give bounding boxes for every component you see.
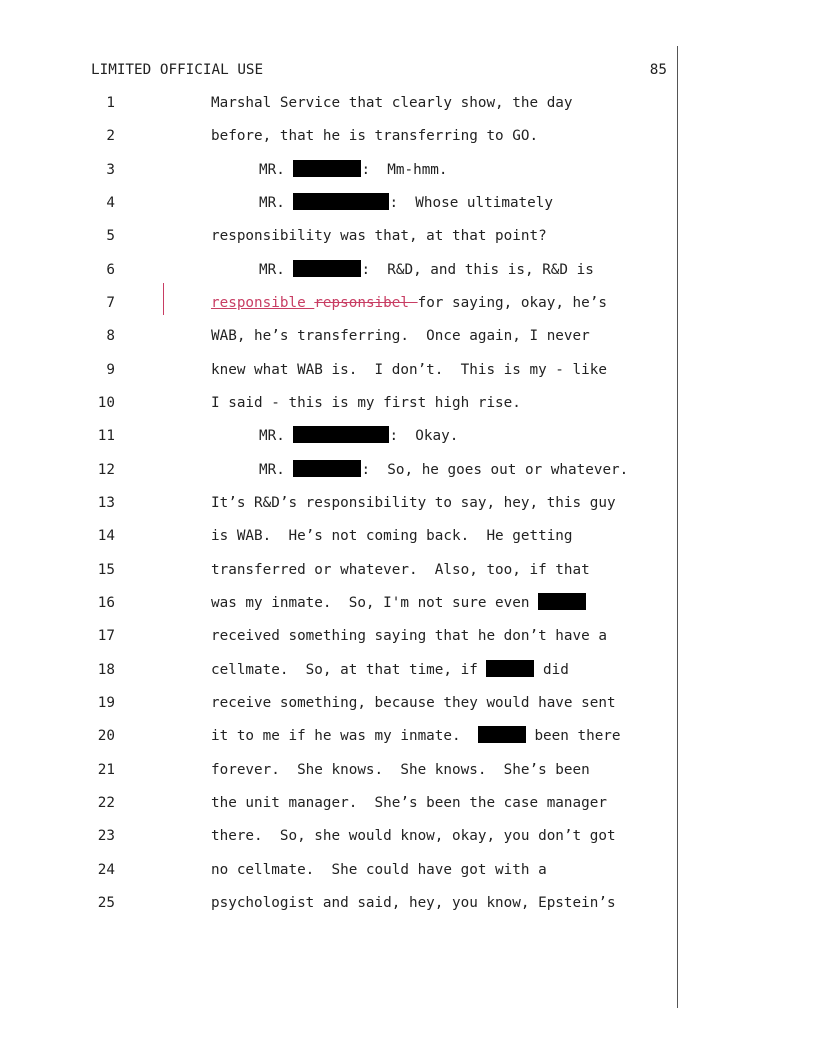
line-text: responsibility was that, at that point? [211,228,547,244]
transcript-line [0,159,816,181]
line-number: 3 [106,162,115,178]
inserted-revision: responsible [211,295,315,311]
transcript-line [0,325,816,347]
line-number: 9 [106,362,115,378]
redaction-box [293,260,361,277]
speaker-prefix: MR. [259,428,285,444]
line-text: no cellmate. She could have got with a [211,862,547,878]
transcript-line [0,859,816,881]
line-number: 20 [97,728,115,744]
line-text: It’s R&D’s responsibility to say, hey, this guy [211,495,616,511]
speaker-text: : Mm-hmm. [361,162,448,178]
line-number: 13 [97,495,115,511]
redaction-box [486,660,534,677]
line-suffix: did [534,662,569,678]
line-text: Marshal Service that clearly show, the day [211,95,573,111]
line-number: 12 [97,462,115,478]
line-number: 17 [97,628,115,644]
redaction-box [293,426,389,443]
transcript-line [0,559,816,581]
speaker-line [259,459,628,481]
transcript-line [0,125,816,147]
transcript-line [0,492,816,514]
redaction-box [293,460,361,477]
line-text: is WAB. He’s not coming back. He getting [211,528,573,544]
line-text: psychologist and said, hey, you know, Epstein’s [211,895,616,911]
speaker-prefix: MR. [259,462,285,478]
transcript-line [0,825,816,847]
speaker-prefix: MR. [259,262,285,278]
transcript-line [0,725,816,747]
transcript-line [0,425,816,447]
line-text: forever. She knows. She knows. She’s been [211,762,590,778]
speaker-text: : Okay. [389,428,459,444]
transcript-line [0,92,816,114]
transcript-line [0,759,816,781]
line-text [211,592,586,614]
line-prefix: it to me if he was my inmate. [211,728,478,744]
line-text: I said - this is my first high rise. [211,395,521,411]
speaker-text: : So, he goes out or whatever. [361,462,629,478]
line-number: 25 [97,895,115,911]
line-suffix: been there [525,728,621,744]
line-number: 16 [97,595,115,611]
deleted-revision: repsonsibel [314,295,418,311]
line-number: 18 [97,662,115,678]
transcript-line [0,292,816,314]
transcript-line [0,792,816,814]
redaction-box [293,160,361,177]
classification-label: LIMITED OFFICIAL USE [91,62,264,78]
line-number: 2 [106,128,115,144]
speaker-prefix: MR. [259,162,285,178]
line-text: the unit manager. She’s been the case manager [211,795,607,811]
transcript-line [0,459,816,481]
line-number: 23 [97,828,115,844]
line-number: 11 [97,428,115,444]
transcript-line [0,225,816,247]
transcript-line [0,692,816,714]
redaction-box [478,726,526,743]
transcript-line [0,525,816,547]
speaker-line [259,259,594,281]
transcript-line [0,892,816,914]
line-text: transferred or whatever. Also, too, if that [211,562,590,578]
line-number: 14 [97,528,115,544]
line-text: before, that he is transferring to GO. [211,128,539,144]
line-number: 5 [106,228,115,244]
line-number: 8 [106,328,115,344]
speaker-text: : R&D, and this is, R&D is [361,262,594,278]
speaker-text: : Whose ultimately [389,195,553,211]
transcript-line [0,359,816,381]
line-number: 24 [97,862,115,878]
page-header [91,60,667,80]
transcript-line [0,659,816,681]
line-text [211,659,569,681]
line-number: 1 [106,95,115,111]
redaction-box [293,193,389,210]
line-text [211,725,621,747]
line-text: received something saying that he don’t have a [211,628,607,644]
line-text: WAB, he’s transferring. Once again, I never [211,328,590,344]
speaker-line [259,159,448,181]
line-number: 15 [97,562,115,578]
line-text: receive something, because they would have sent [211,695,616,711]
line-number: 22 [97,795,115,811]
transcript-line [0,192,816,214]
redaction-box [538,593,586,610]
line-prefix: cellmate. So, at that time, if [211,662,487,678]
line-number: 7 [106,295,115,311]
transcript-line [0,625,816,647]
line-prefix: was my inmate. So, I'm not sure even [211,595,539,611]
transcript-line [0,392,816,414]
line-number: 4 [106,195,115,211]
line-number: 19 [97,695,115,711]
speaker-line [259,192,553,214]
line-text: knew what WAB is. I don’t. This is my - like [211,362,607,378]
line-text: there. So, she would know, okay, you don’t got [211,828,616,844]
speaker-line [259,425,458,447]
line-number: 10 [97,395,115,411]
line-number: 21 [97,762,115,778]
transcript-line [0,259,816,281]
line-text [211,292,607,314]
page-number: 85 [649,62,667,78]
line-remainder: for saying, okay, he’s [417,295,607,311]
transcript-line [0,592,816,614]
line-number: 6 [106,262,115,278]
speaker-prefix: MR. [259,195,285,211]
